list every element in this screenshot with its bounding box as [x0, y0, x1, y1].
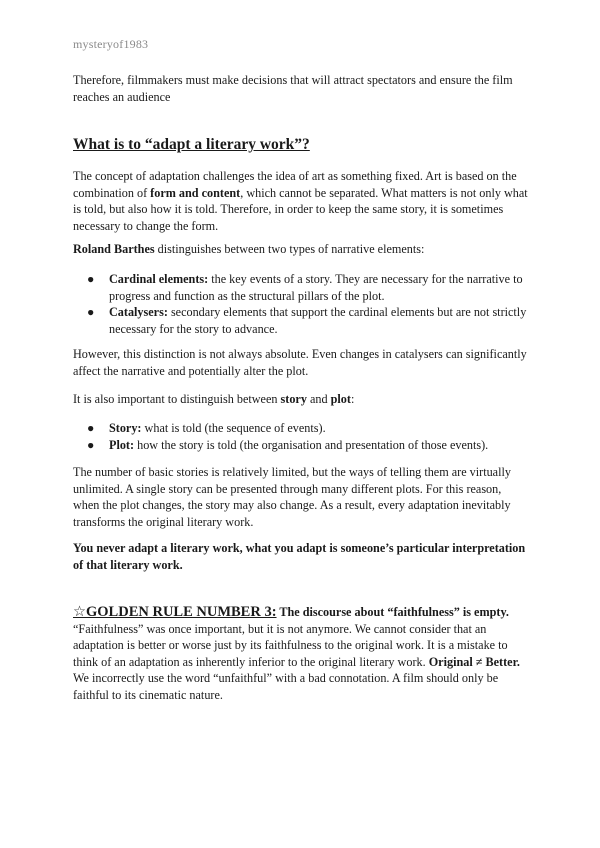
list-item-term: Plot: [109, 437, 135, 452]
golden-rule-section [73, 604, 533, 703]
list-item [73, 420, 528, 437]
original-better-text: Original ≠ Better. [428, 654, 520, 669]
colon-text: : [350, 392, 355, 406]
star-icon: ☆ [73, 604, 86, 620]
list-item-text: the key events of a story. They are necessary for the narrative to progress and function as the structural pillars of the plot. [109, 272, 523, 303]
golden-rule-heading [73, 604, 533, 621]
watermark: mysteryof1983 [73, 37, 149, 51]
list-item-text: what is told (the sequence of events). [141, 421, 326, 435]
narrative-elements-list [73, 271, 528, 337]
intro-paragraph: Therefore, filmmakers must make decisions that will attract spectators and ensure the film reaches an audience [73, 73, 513, 104]
list-item-term: Catalysers: [109, 305, 168, 319]
story-plot-intro [73, 391, 528, 408]
adaptation-paragraph [73, 168, 528, 234]
story-term: story [280, 392, 307, 406]
adaptation-text-a: The concept of adaptation challenges the idea of art as something fixed. Art is based on the combination of [73, 169, 517, 200]
bullet-icon: ● [87, 421, 95, 435]
plot-term: plot [330, 392, 351, 406]
bullet-icon: ● [87, 305, 95, 319]
bullet-icon: ● [87, 437, 95, 452]
golden-rule-title [73, 604, 277, 620]
list-item-text: how the story is told (the organisation and presentation of those events). [134, 437, 489, 452]
stories-paragraph: The number of basic stories is relatively limited, but the ways of telling them are virtually unlimited. A single story can be presented through many different plots. For this reason, when the plot changes, the story may also change. As a result, every adaptation inevitably transforms the original literary work. [73, 465, 511, 529]
golden-rule-body [73, 621, 533, 704]
and-text: and [306, 392, 331, 406]
distinction-paragraph: However, this distinction is not always absolute. Even changes in catalysers can significantly affect the narrative and potentially alter the plot. [73, 347, 527, 378]
golden-rule-number: GOLDEN RULE NUMBER 3: [86, 604, 277, 620]
key-statement: You never adapt a literary work, what you adapt is someone’s particular interpretation of that literary work. [73, 541, 526, 572]
list-item [73, 271, 528, 304]
golden-rule-body-a: “Faithfulness” was once important, but it is not anymore. We cannot consider that an adaptation is better or worse just by its faithfulness to the original work. It is a mistake to think of an adaptation as inherently inferior to the original literary work. [73, 621, 508, 669]
barthes-text: distinguishes between two types of narrative elements: [154, 242, 425, 256]
story-plot-list [73, 420, 528, 453]
list-item-term: Story: [109, 421, 142, 435]
story-plot-text: It is also important to distinguish between [73, 392, 281, 406]
adaptation-text-c: , which cannot be separated. What matters is not only what is told, but also how it is told. Therefore, in order to keep the same story, it is sometimes necessary to change the form. [73, 185, 528, 233]
golden-rule-body-b: We incorrectly use the word “unfaithful” with a bad connotation. A film should only be faithful to its cinematic nature. [73, 671, 499, 702]
form-content-term: form and content [150, 185, 241, 200]
bullet-icon: ● [87, 272, 95, 286]
list-item [73, 437, 528, 454]
barthes-paragraph [73, 241, 528, 258]
golden-rule-subtitle: The discourse about “faithfulness” is empty. [276, 605, 509, 619]
list-item-term: Cardinal elements: [109, 272, 209, 286]
barthes-name: Roland Barthes [73, 242, 155, 256]
list-item [73, 304, 528, 337]
list-item-text: secondary elements that support the cardinal elements but are not strictly necessary for the story to advance. [109, 305, 527, 336]
section-heading: What is to “adapt a literary work”? [73, 136, 310, 153]
